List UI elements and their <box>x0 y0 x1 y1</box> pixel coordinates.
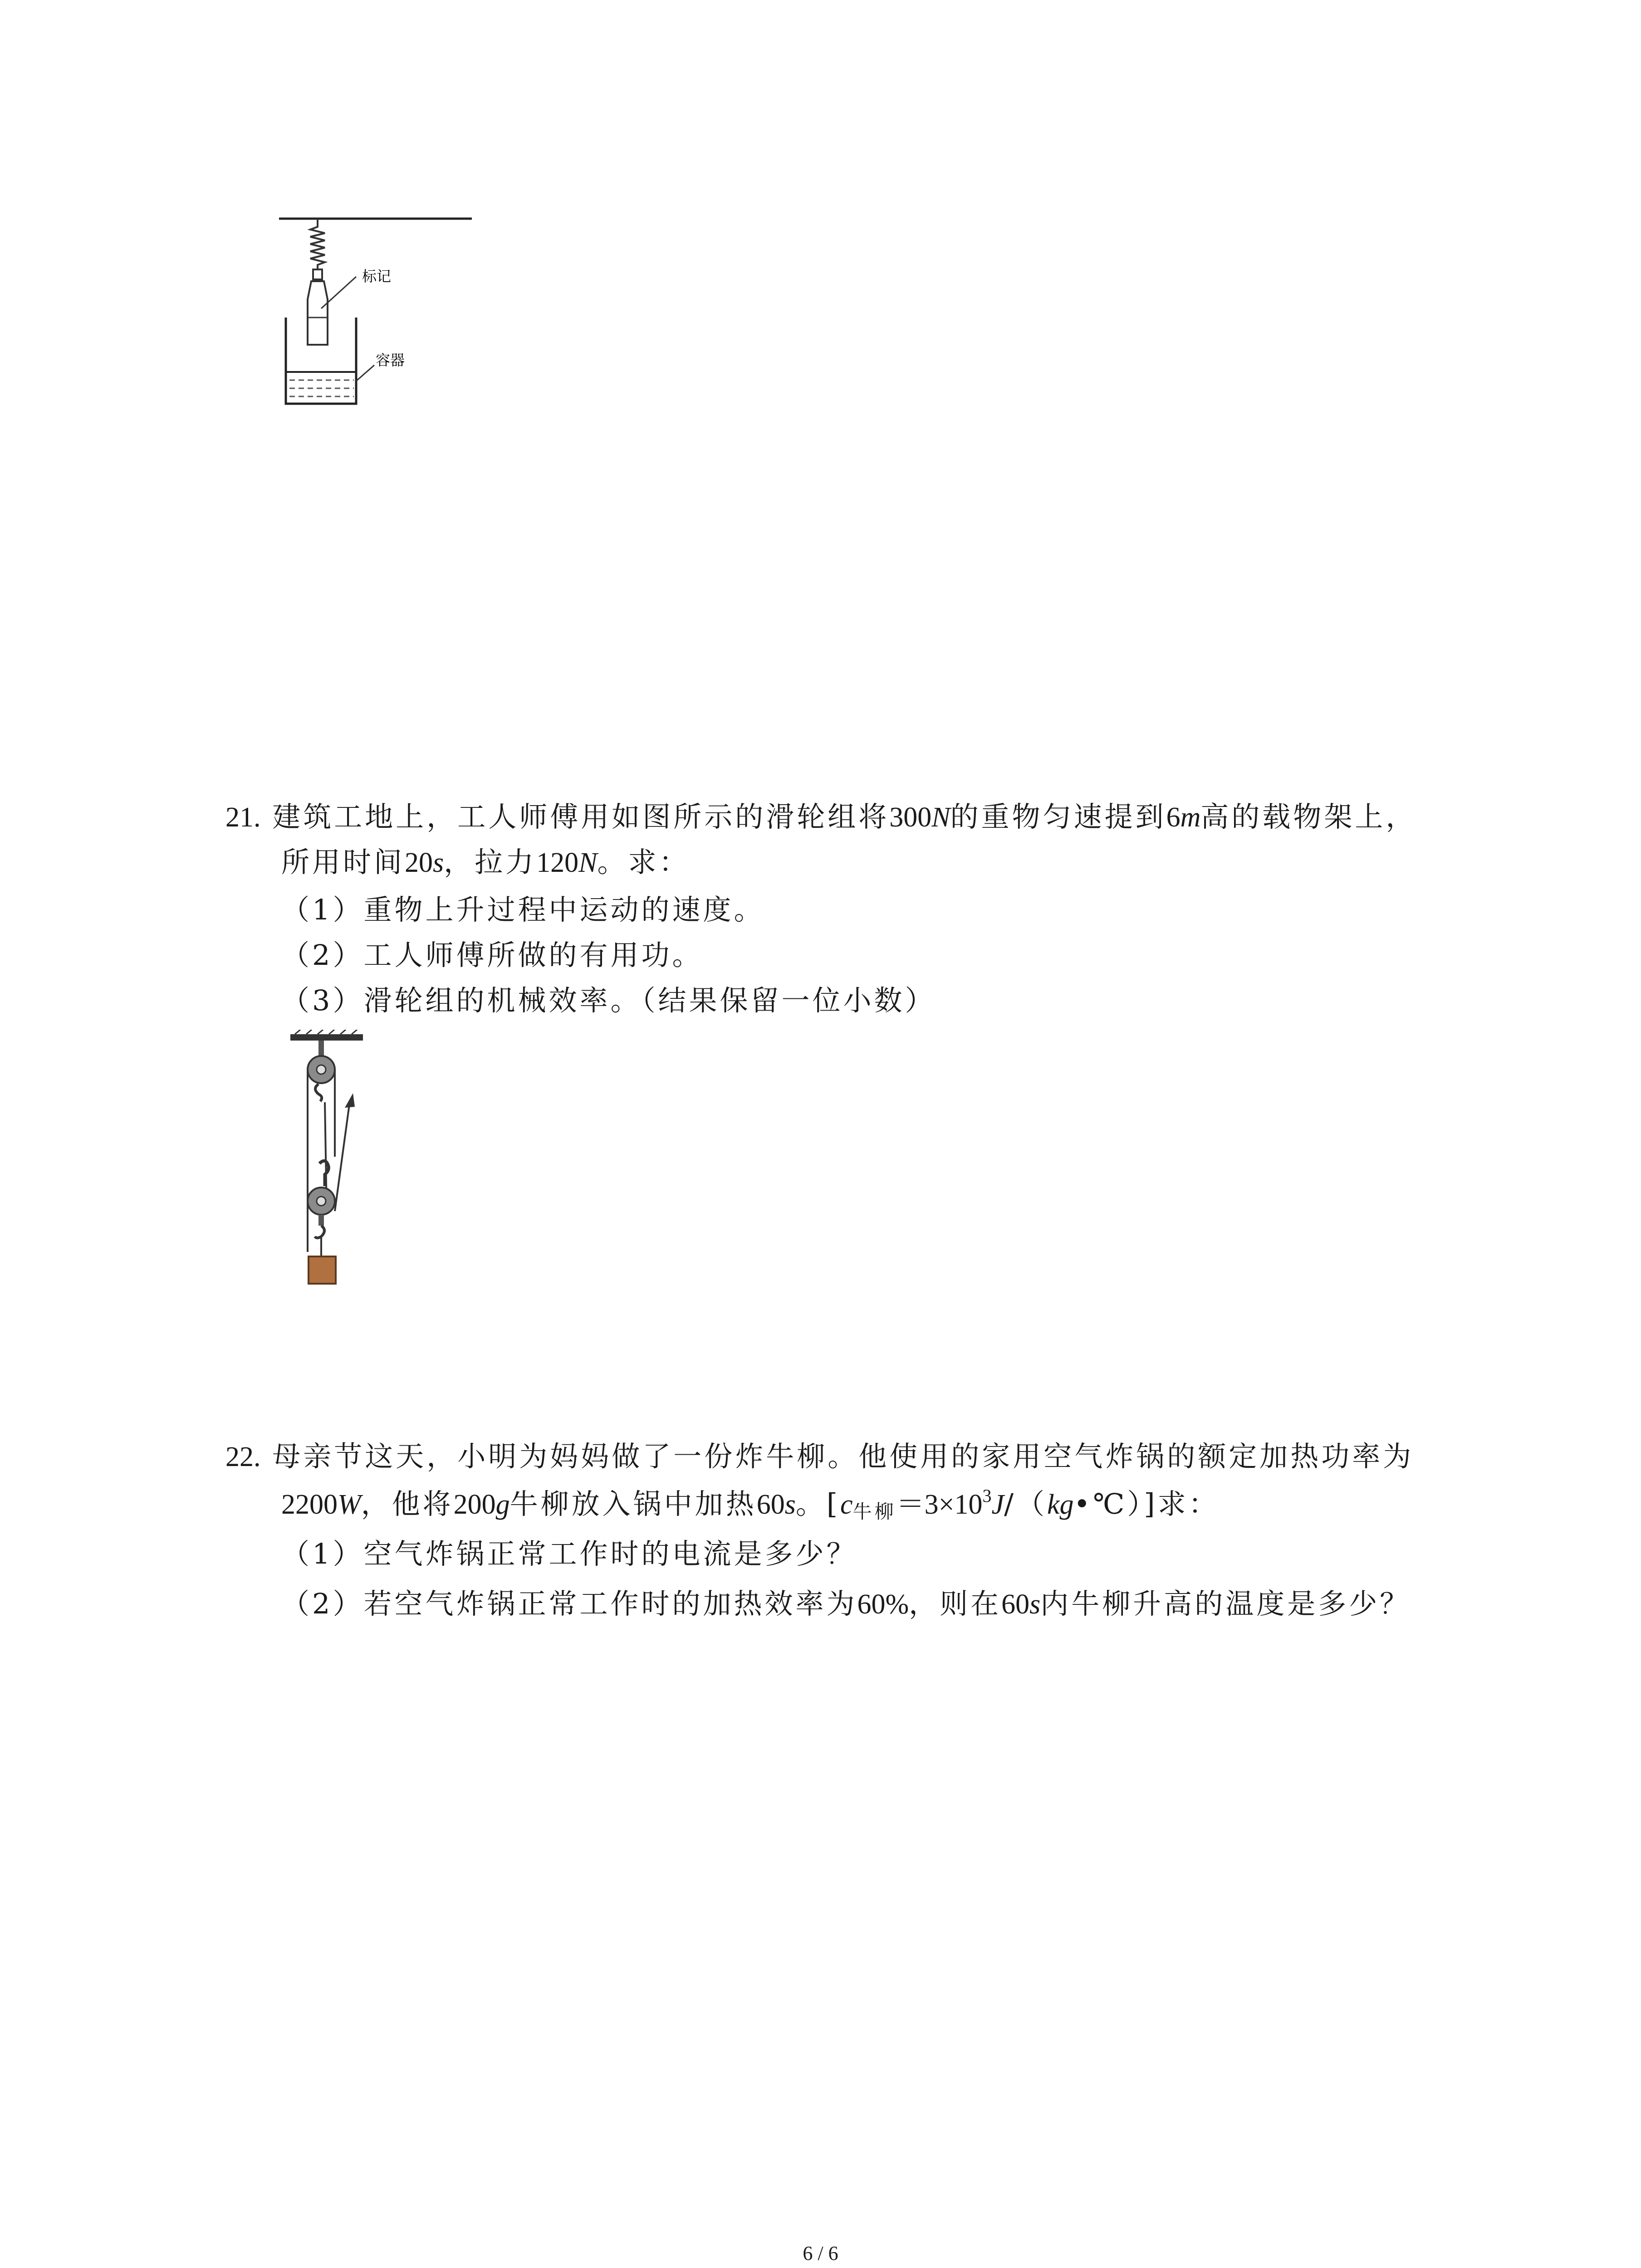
q22-line2: 2200W，他将200g牛柳放入锅中加热60s。[c牛柳$=3\times 10^3J/(kg•℃)$]求： <box>281 1486 1220 1523</box>
q21-sub1: （1）重物上升过程中运动的速度。 <box>281 893 765 926</box>
q21-sub2: （2）工人师傅所做的有用功。 <box>281 938 703 972</box>
q21-line1: 21. 建筑工地上，工人师傅用如图所示的滑轮组将300N的重物匀速提到6m高的载物架上， <box>225 800 1417 833</box>
page-number: 6 / 6 <box>803 2242 838 2264</box>
q21-number: 21. <box>225 802 261 833</box>
q22-sub1: （1）空气炸锅正常工作时的电流是多少？ <box>281 1537 857 1570</box>
q22-number: 22. <box>225 1442 261 1472</box>
q22-line1: 22. 母亲节这天，小明为妈妈做了一份炸牛柳。他使用的家用空气炸锅的额定加热功率为 <box>225 1440 1414 1473</box>
spring-scale-figure <box>272 209 481 417</box>
q21-line2: 所用时间20s，拉力120N。求： <box>281 846 690 879</box>
weight-block <box>309 1256 336 1284</box>
q21-sub3: （3）滑轮组的机械效率。（结果保留一位小数） <box>281 984 936 1017</box>
hanging-object <box>308 281 328 345</box>
spring <box>310 219 325 269</box>
pull-arrow <box>345 1093 355 1108</box>
pulley-system-figure <box>281 1030 399 1302</box>
pull-rope <box>335 1105 349 1211</box>
ceiling <box>290 1034 363 1041</box>
label-mark: 标记 <box>362 268 392 285</box>
label-container: 容器 <box>376 352 405 369</box>
q22-sub2: （2）若空气炸锅正常工作时的加热效率为60%，则在60s内牛柳升高的温度是多少？ <box>281 1587 1411 1620</box>
